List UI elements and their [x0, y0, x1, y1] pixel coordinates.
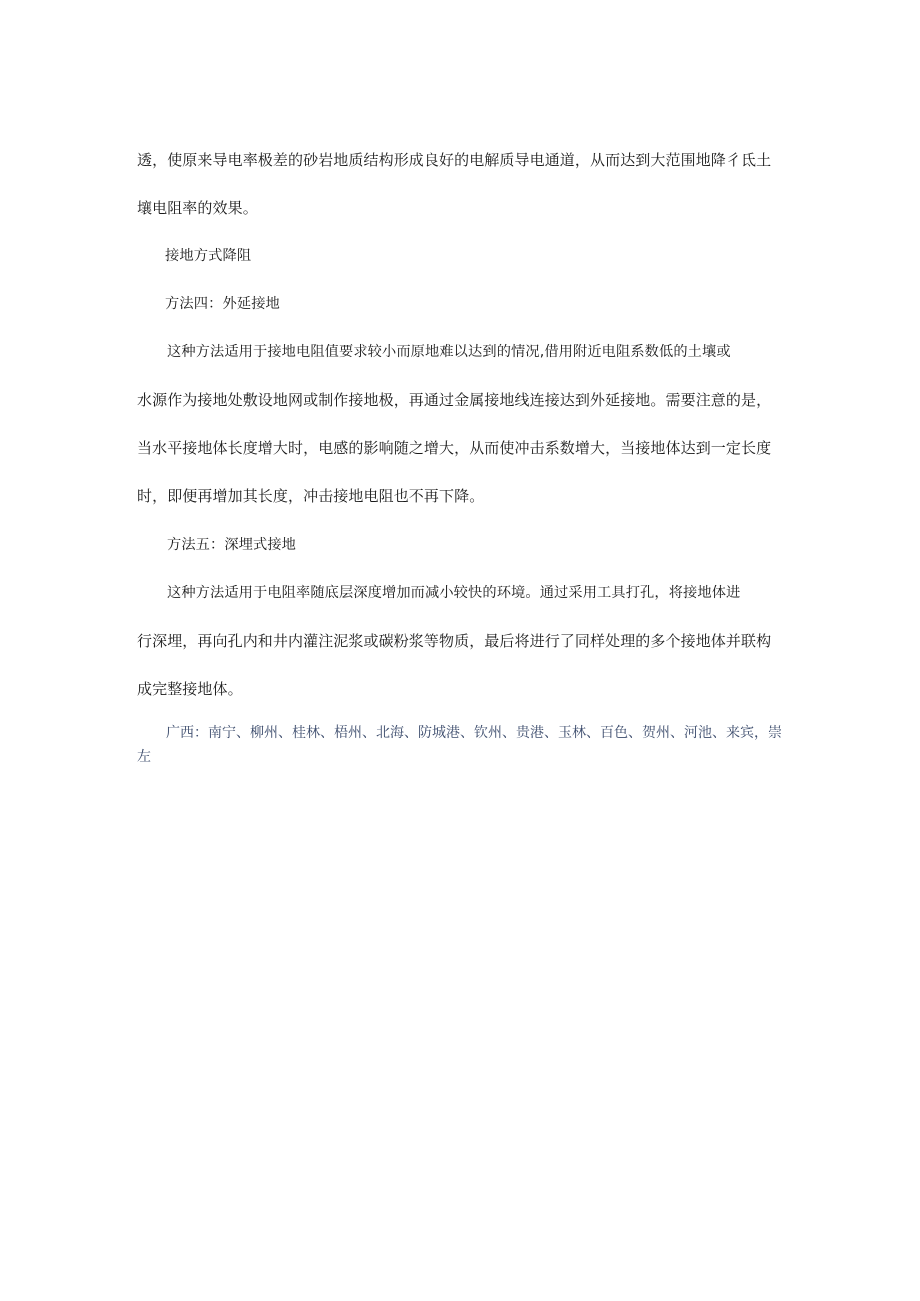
- footer-line-2: 左: [137, 749, 151, 765]
- method-4-line-4: 时，即便再增加其长度，冲击接地电阻也不再下降。: [137, 487, 485, 505]
- method-5-line-1: 这种方法适用于电阻率随底层深度增加而减小较快的环境。通过采用工具打孔，将接地体进: [167, 585, 741, 601]
- method-4-line-2: 水源作为接地处敷设地网或制作接地极，再通过金属接地线连接达到外延接地。需要注意的是，: [137, 391, 772, 409]
- method-5-title: 方法五：深埋式接地: [167, 537, 297, 553]
- footer-line-1: 广西：南宁、柳州、桂林、梧州、北海、防城港、钦州、贵港、玉林、百色、贺州、河池、来宾，崇: [166, 725, 782, 741]
- method-4-line-3: 当水平接地体长度增大时，电感的影响随之增大，从而使冲击系数增大，当接地体达到一定长度: [137, 439, 772, 457]
- method-4-title: 方法四：外延接地: [165, 296, 280, 312]
- method-5-line-3: 成完整接地体。: [137, 680, 243, 698]
- method-4-line-1: 这种方法适用于接地电阻值要求较小而原地难以达到的情况,借用附近电阻系数低的土壤或: [167, 344, 731, 360]
- section-heading: 接地方式降阻: [165, 248, 252, 264]
- paragraph-1-line-2: 壤电阻率的效果。: [137, 199, 258, 217]
- method-5-line-2: 行深埋，再向孔内和井内灌注泥浆或碳粉浆等物质，最后将进行了同样处理的多个接地体并联构: [137, 632, 772, 650]
- paragraph-1-line-1: 透，使原来导电率极差的砂岩地质结构形成良好的电解质导电通道，从而达到大范围地降彳氐土: [137, 151, 772, 169]
